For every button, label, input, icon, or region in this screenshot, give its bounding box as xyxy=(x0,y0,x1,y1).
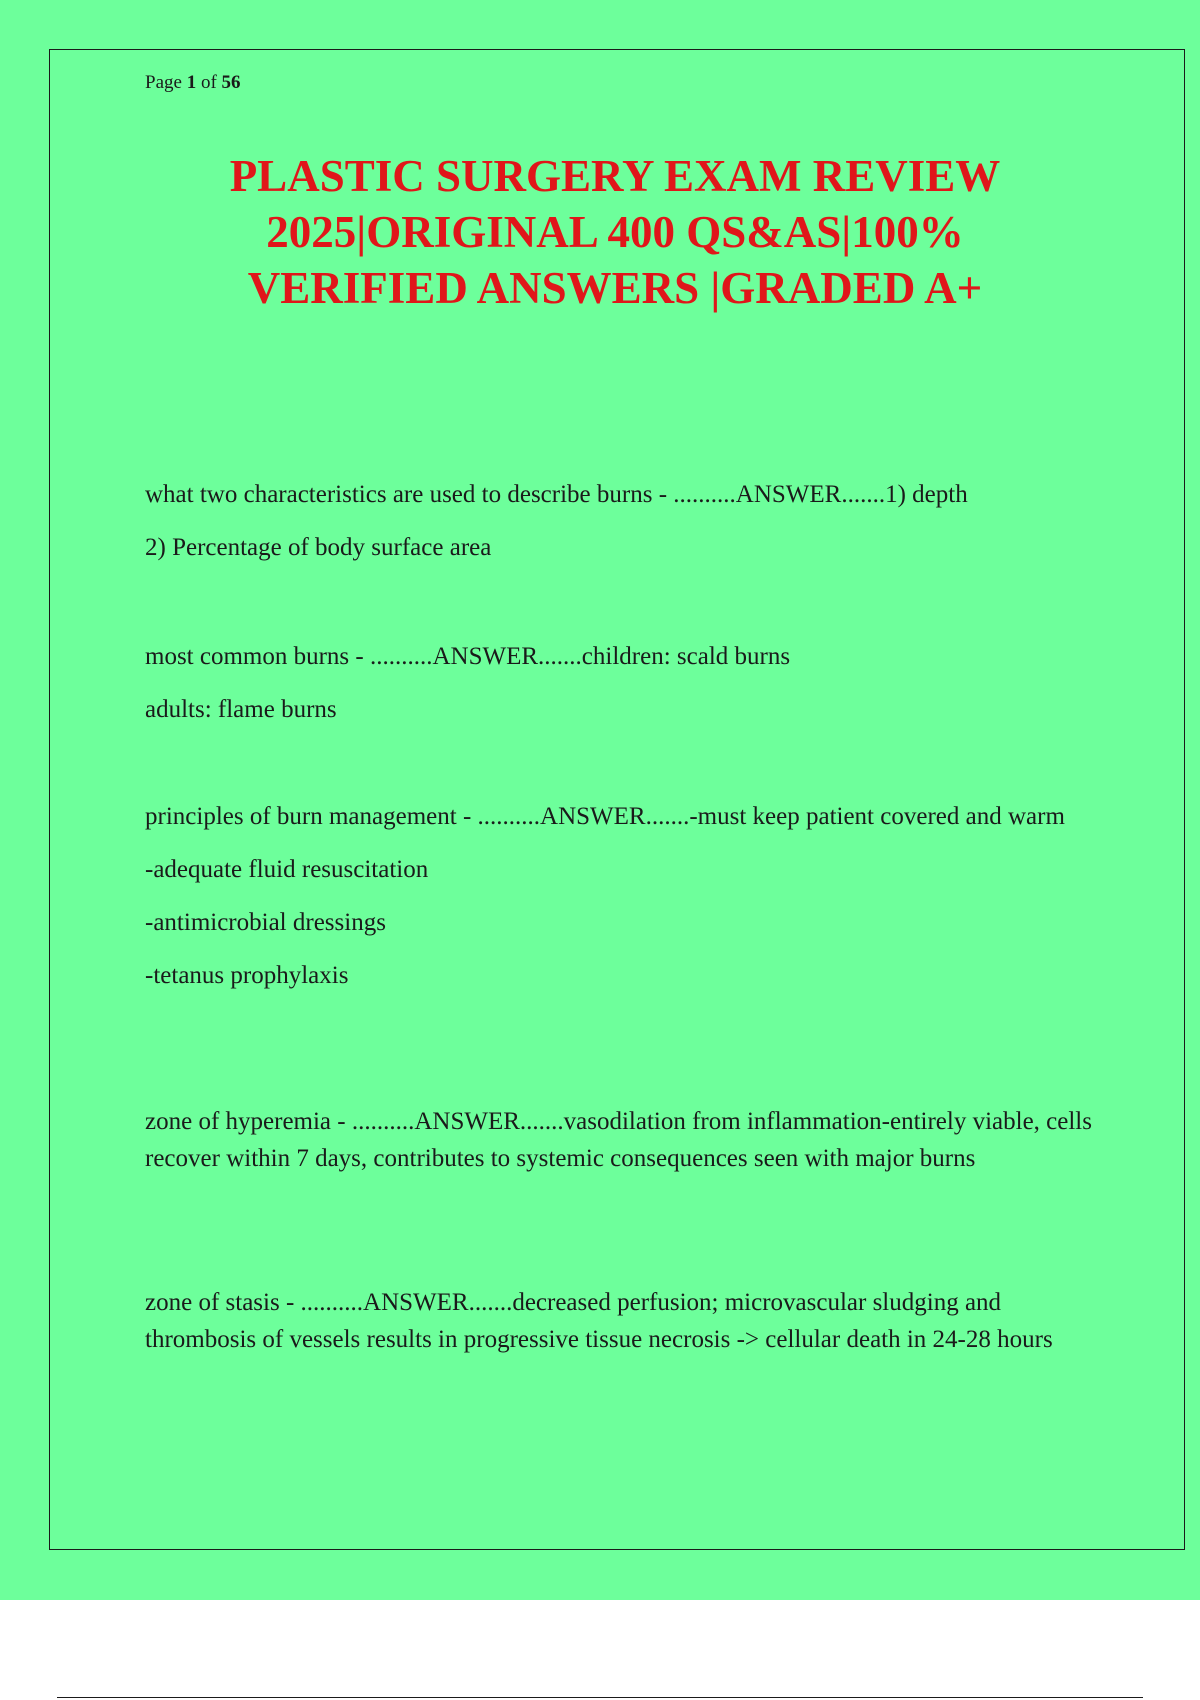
qa-answer-line: -adequate fluid resuscitation xyxy=(145,856,429,883)
title-line-3: VERIFIED ANSWERS |GRADED A+ xyxy=(247,263,983,313)
qa-item-common-burns xyxy=(145,638,1105,728)
qa-answer-line: -antimicrobial dressings xyxy=(145,909,386,936)
qa-answer-line: adults: flame burns xyxy=(145,696,337,723)
page-number xyxy=(145,72,241,94)
title-line-1: PLASTIC SURGERY EXAM REVIEW xyxy=(229,151,1001,201)
qa-question-line: zone of hyperemia - ..........ANSWER.......vasodilation from inflammation-entirely viable, cells recover within 7 days, contributes to systemic consequences seen with major burns xyxy=(145,1108,1092,1172)
page-current: 1 xyxy=(186,72,197,93)
qa-answer-line: -tetanus prophylaxis xyxy=(145,962,349,989)
qa-question-line: what two characteristics are used to describe burns - ..........ANSWER.......1) depth xyxy=(145,481,968,508)
qa-item-zone-of-hyperemia xyxy=(145,1103,1105,1177)
qa-question-line: zone of stasis - ..........ANSWER.......decreased perfusion; microvascular sludging and thrombosis of vessels results in progressive tissue necrosis -> cellular death in 24-28 hours xyxy=(145,1289,1053,1353)
qa-item-zone-of-stasis xyxy=(145,1284,1105,1358)
bottom-divider xyxy=(57,1697,1143,1698)
qa-item-burn-management xyxy=(145,798,1105,994)
page-prefix: Page xyxy=(145,72,182,93)
page-of: of xyxy=(200,72,217,93)
page-total: 56 xyxy=(221,72,241,93)
qa-item-burn-characteristics xyxy=(145,476,1105,566)
qa-question-line: most common burns - ..........ANSWER.......children: scald burns xyxy=(145,643,791,670)
title-line-2: 2025|ORIGINAL 400 QS&AS|100% xyxy=(266,207,964,257)
document-title xyxy=(120,148,1110,316)
qa-answer-line: 2) Percentage of body surface area xyxy=(145,534,492,561)
qa-question-line: principles of burn management - ..........ANSWER.......-must keep patient covered and warm xyxy=(145,803,1065,830)
